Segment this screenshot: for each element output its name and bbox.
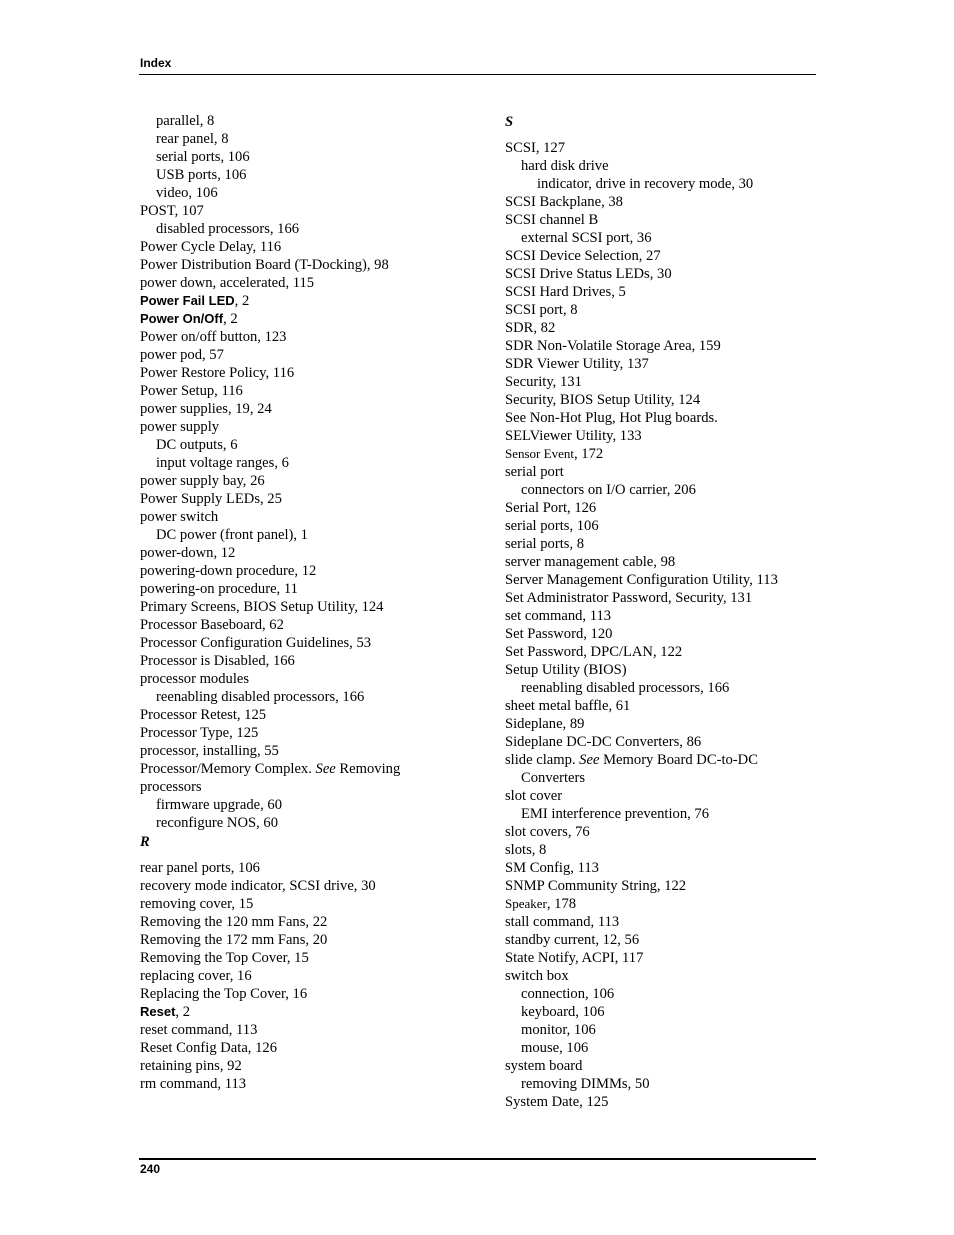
index-entry: powering-down procedure, 12 (140, 563, 317, 579)
index-entry: SCSI Device Selection, 27 (505, 248, 661, 264)
index-entry: See Non-Hot Plug, Hot Plug boards. (505, 410, 718, 426)
page-number: 240 (140, 1162, 161, 1176)
index-subentry: connectors on I/O carrier, 206 (521, 482, 696, 498)
index-entry: processor, installing, 55 (140, 743, 279, 759)
index-subentry: hard disk drive (521, 158, 609, 174)
index-entry: Set Administrator Password, Security, 131 (505, 590, 753, 606)
index-subentry: disabled processors, 166 (156, 221, 300, 237)
index-entry: Replacing the Top Cover, 16 (140, 986, 308, 1002)
index-entry: Removing the 120 mm Fans, 22 (140, 914, 328, 930)
index-letter-heading: S (505, 114, 514, 130)
index-subentry: reconfigure NOS, 60 (156, 815, 278, 831)
index-entry: SCSI Drive Status LEDs, 30 (505, 266, 672, 282)
index-entry: Power Distribution Board (T-Docking), 98 (140, 257, 389, 273)
index-entry: recovery mode indicator, SCSI drive, 30 (140, 878, 376, 894)
index-entry: Processor Baseboard, 62 (140, 617, 284, 633)
index-entry: removing cover, 15 (140, 896, 254, 912)
footer-rule (139, 1158, 816, 1160)
index-entry: rear panel ports, 106 (140, 860, 260, 876)
index-subentry: serial ports, 106 (156, 149, 250, 165)
index-entry: Power Fail LED, 2 (140, 293, 250, 309)
index-entry: slot covers, 76 (505, 824, 590, 840)
index-entry: serial ports, 8 (505, 536, 585, 552)
index-subentry: connection, 106 (521, 986, 615, 1002)
index-entry: Power Setup, 116 (140, 383, 243, 399)
index-entry: server management cable, 98 (505, 554, 676, 570)
index-subentry: reenabling disabled processors, 166 (156, 689, 365, 705)
index-subentry: keyboard, 106 (521, 1004, 605, 1020)
index-entry: slots, 8 (505, 842, 547, 858)
index-subentry: reenabling disabled processors, 166 (521, 680, 730, 696)
index-entry: power switch (140, 509, 219, 525)
index-entry: SDR, 82 (505, 320, 556, 336)
index-subentry: DC power (front panel), 1 (156, 527, 308, 543)
index-entry: system board (505, 1058, 583, 1074)
index-entry: SELViewer Utility, 133 (505, 428, 642, 444)
index-entry: Speaker, 178 (505, 896, 577, 912)
index-entry: sheet metal baffle, 61 (505, 698, 631, 714)
index-column-right (505, 112, 816, 1111)
index-entry: power supply bay, 26 (140, 473, 265, 489)
index-subentry: external SCSI port, 36 (521, 230, 652, 246)
index-entry: replacing cover, 16 (140, 968, 252, 984)
index-entry: Primary Screens, BIOS Setup Utility, 124 (140, 599, 384, 615)
index-entry: Serial Port, 126 (505, 500, 597, 516)
index-entry: Power Cycle Delay, 116 (140, 239, 282, 255)
index-entry: System Date, 125 (505, 1094, 609, 1110)
index-entry: Power On/Off, 2 (140, 311, 238, 327)
index-entry: reset command, 113 (140, 1022, 258, 1038)
index-entry: Reset Config Data, 126 (140, 1040, 277, 1056)
index-entry: Power Supply LEDs, 25 (140, 491, 282, 507)
index-subentry: removing DIMMs, 50 (521, 1076, 650, 1092)
index-column-left (140, 112, 490, 1093)
index-entry: switch box (505, 968, 569, 984)
index-entry: slot cover (505, 788, 563, 804)
index-entry: State Notify, ACPI, 117 (505, 950, 644, 966)
index-entry: SNMP Community String, 122 (505, 878, 687, 894)
index-entry: rm command, 113 (140, 1076, 247, 1092)
index-entry: power down, accelerated, 115 (140, 275, 315, 291)
index-entry: Sideplane, 89 (505, 716, 585, 732)
index-entry: Removing the 172 mm Fans, 20 (140, 932, 328, 948)
index-subentry: indicator, drive in recovery mode, 30 (537, 176, 754, 192)
index-subentry: video, 106 (156, 185, 218, 201)
index-entry: SCSI Hard Drives, 5 (505, 284, 626, 300)
index-entry: powering-on procedure, 11 (140, 581, 298, 597)
index-entry: POST, 107 (140, 203, 204, 219)
index-entry: Processor is Disabled, 166 (140, 653, 295, 669)
index-entry: Processor Configuration Guidelines, 53 (140, 635, 372, 651)
index-entry: SDR Non-Volatile Storage Area, 159 (505, 338, 721, 354)
running-header: Index (140, 56, 172, 70)
index-entry: stall command, 113 (505, 914, 620, 930)
index-entry: SM Config, 113 (505, 860, 599, 876)
index-entry: Setup Utility (BIOS) (505, 662, 627, 678)
index-entry: Processor/Memory Complex. See Removing (140, 761, 401, 777)
index-subentry: DC outputs, 6 (156, 437, 238, 453)
index-entry-continuation: Converters (521, 770, 586, 786)
index-entry: serial port (505, 464, 564, 480)
index-entry: SCSI, 127 (505, 140, 566, 156)
index-entry: set command, 113 (505, 608, 612, 624)
index-subentry: input voltage ranges, 6 (156, 455, 289, 471)
index-entry: Processor Retest, 125 (140, 707, 267, 723)
index-letter-heading: R (140, 834, 150, 850)
index-entry: power-down, 12 (140, 545, 236, 561)
index-subentry: firmware upgrade, 60 (156, 797, 283, 813)
index-entry: Removing the Top Cover, 15 (140, 950, 309, 966)
index-entry: standby current, 12, 56 (505, 932, 640, 948)
index-entry: power pod, 57 (140, 347, 224, 363)
index-subentry: mouse, 106 (521, 1040, 589, 1056)
index-entry: Set Password, DPC/LAN, 122 (505, 644, 683, 660)
index-entry: slide clamp. See Memory Board DC-to-DC (505, 752, 758, 768)
index-entry: power supplies, 19, 24 (140, 401, 272, 417)
index-entry: Sensor Event, 172 (505, 446, 604, 462)
index-subentry: EMI interference prevention, 76 (521, 806, 710, 822)
index-entry: retaining pins, 92 (140, 1058, 242, 1074)
index-entry: Security, BIOS Setup Utility, 124 (505, 392, 701, 408)
header-rule (139, 74, 816, 75)
index-subentry: monitor, 106 (521, 1022, 596, 1038)
index-subentry: rear panel, 8 (156, 131, 229, 147)
index-entry: SCSI channel B (505, 212, 599, 228)
index-subentry: USB ports, 106 (156, 167, 247, 183)
index-entry: processor modules (140, 671, 250, 687)
index-entry: SCSI port, 8 (505, 302, 578, 318)
index-entry: Power on/off button, 123 (140, 329, 287, 345)
index-entry: serial ports, 106 (505, 518, 599, 534)
index-entry: power supply (140, 419, 220, 435)
index-subentry: parallel, 8 (156, 113, 215, 129)
index-entry-continuation: processors (140, 779, 202, 795)
index-entry: SCSI Backplane, 38 (505, 194, 623, 210)
index-entry: Power Restore Policy, 116 (140, 365, 295, 381)
index-entry: Server Management Configuration Utility, 113 (505, 572, 778, 588)
index-entry: Processor Type, 125 (140, 725, 259, 741)
index-entry: SDR Viewer Utility, 137 (505, 356, 649, 372)
index-entry: Reset, 2 (140, 1004, 191, 1020)
index-entry: Security, 131 (505, 374, 582, 390)
index-entry: Sideplane DC-DC Converters, 86 (505, 734, 702, 750)
index-entry: Set Password, 120 (505, 626, 613, 642)
